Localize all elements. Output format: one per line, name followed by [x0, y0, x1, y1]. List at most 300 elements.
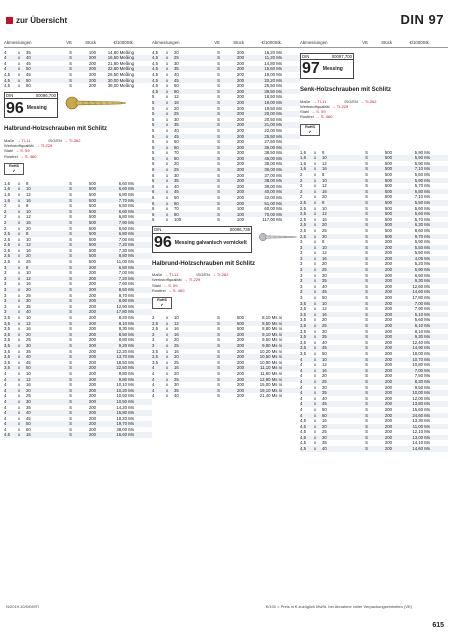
- cell-part: 4: [4, 376, 7, 382]
- cell-price: 11,00 Ms: [116, 259, 134, 265]
- cell-ve: S: [217, 66, 220, 72]
- cell-stueck: 200: [88, 303, 96, 309]
- header-ve: VE: [66, 40, 72, 45]
- cell-part: 4: [4, 66, 7, 72]
- cell-stueck: 200: [384, 440, 392, 446]
- cell-ve: S: [365, 250, 368, 256]
- cell-price: 51,00 Ms: [264, 200, 282, 206]
- cell-part: 60: [26, 83, 31, 89]
- cell-part: x: [166, 387, 169, 393]
- cell-part: 3: [300, 289, 303, 295]
- spec-link-row: [4, 154, 152, 159]
- cell-stueck: 200: [384, 317, 392, 323]
- cell-part: x: [18, 49, 21, 55]
- cell-stueck: 200: [88, 337, 96, 343]
- cell-ve: S: [365, 328, 368, 334]
- product-box[interactable]: [4, 92, 58, 119]
- cell-part: x: [314, 440, 317, 446]
- cell-part: 4,5: [300, 446, 306, 452]
- cell-part: 45: [322, 345, 327, 351]
- cell-stueck: 200: [88, 77, 96, 83]
- cell-stueck: 200: [88, 60, 96, 66]
- cell-part: x: [314, 446, 317, 452]
- cell-part: x: [314, 356, 317, 362]
- cell-part: x: [18, 214, 21, 220]
- cell-part: 12: [174, 320, 179, 326]
- cell-part: x: [166, 49, 169, 55]
- spec-link[interactable]: → TI-229: [331, 103, 349, 109]
- cell-part: 10: [174, 315, 179, 320]
- cell-part: 2,5: [300, 205, 306, 211]
- cell-part: 2: [300, 183, 303, 189]
- cell-stueck: 200: [384, 418, 392, 424]
- cell-price: 18,00 Ms: [412, 350, 430, 356]
- cell-part: 10: [26, 370, 31, 376]
- cell-part: x: [314, 373, 317, 379]
- cell-part: 20: [322, 222, 327, 228]
- cell-part: 5: [152, 144, 155, 150]
- cell-part: 3,5: [300, 323, 306, 328]
- cell-part: 45: [174, 189, 179, 195]
- cell-price: 7,90 Ms: [414, 306, 430, 312]
- cell-ve: S: [365, 166, 368, 172]
- cell-ve: S: [365, 155, 368, 161]
- cell-part: 3: [300, 272, 303, 278]
- cell-part: x: [314, 384, 317, 390]
- spec-link[interactable]: → TI-229: [183, 277, 201, 283]
- cell-part: 4: [4, 60, 7, 66]
- cell-part: 2: [4, 219, 7, 225]
- cell-part: x: [18, 387, 21, 393]
- cell-part: x: [18, 376, 21, 382]
- cell-part: 2,5: [4, 259, 10, 265]
- cell-stueck: 200: [384, 239, 392, 245]
- cell-price: 9,20 Ms: [118, 342, 134, 348]
- cell-part: x: [166, 55, 169, 61]
- cell-price: 5,70 Ms: [414, 216, 430, 222]
- spec-link[interactable]: → S. 59: [15, 148, 30, 154]
- cell-price: 6,30 Ms: [414, 222, 430, 228]
- cell-part: x: [314, 267, 317, 273]
- table-row[interactable]: [152, 217, 300, 223]
- cell-stueck: 500: [384, 211, 392, 217]
- cell-price: 18,20 Ms: [116, 415, 134, 421]
- cell-price: 14,20 Ms: [116, 404, 134, 410]
- cell-stueck: 200: [88, 365, 96, 371]
- spec-link[interactable]: → S. 460: [315, 114, 333, 120]
- cell-part: 3,5: [300, 339, 306, 345]
- column-3: [300, 40, 448, 452]
- cell-part: 2: [4, 208, 7, 214]
- cell-stueck: 500: [88, 203, 96, 209]
- cell-part: 10: [26, 208, 31, 214]
- spec-link[interactable]: → TI-11: [16, 137, 31, 143]
- cell-part: 25: [322, 267, 327, 273]
- spec-link[interactable]: → S. 59: [163, 282, 178, 288]
- table-body: [152, 50, 300, 223]
- cell-price: 25,50 Ms: [264, 133, 282, 139]
- cell-part: 2: [4, 203, 7, 209]
- cell-ve: S: [217, 376, 220, 382]
- cell-price: 19,70 Ms: [116, 421, 134, 427]
- cell-price: 10,50 Ms ni: [259, 354, 282, 360]
- cell-ve: S: [365, 267, 368, 273]
- cell-price: 9,80 Ms ni: [262, 342, 282, 348]
- cell-stueck: 200: [384, 446, 392, 452]
- cell-part: 3,5: [4, 359, 10, 365]
- cell-stueck: 200: [384, 283, 392, 289]
- cell-price: 60,00 Ms: [264, 206, 282, 212]
- cell-ve: S: [217, 195, 220, 201]
- cell-part: 3: [300, 283, 303, 289]
- cell-part: 6: [152, 211, 155, 217]
- cell-stueck: 200: [88, 292, 96, 298]
- table-row[interactable]: [4, 83, 152, 89]
- cell-part: 30: [322, 272, 327, 278]
- cell-price: 9,70 Ms: [414, 233, 430, 239]
- cell-part: 25: [174, 55, 179, 61]
- cell-stueck: 200: [88, 410, 96, 416]
- table-row[interactable]: [300, 446, 448, 452]
- cell-stueck: 200: [236, 116, 244, 122]
- cell-part: 5: [152, 99, 155, 105]
- cell-ve: S: [365, 356, 368, 362]
- table-body: [4, 50, 152, 89]
- cell-part: 40: [322, 395, 327, 401]
- cell-price: 39,50 Ms: [264, 88, 282, 94]
- cell-stueck: 200: [384, 423, 392, 429]
- cell-part: 20: [322, 194, 327, 200]
- cell-ve: S: [365, 378, 368, 384]
- cell-part: 10: [26, 270, 31, 276]
- cell-ve: S: [69, 348, 72, 354]
- table-row[interactable]: [4, 432, 152, 438]
- cell-price: 6,60 Ms: [118, 186, 134, 192]
- cell-part: 70: [174, 150, 179, 156]
- cell-price: 5,90 Ms: [414, 267, 430, 273]
- cell-ve: S: [217, 183, 220, 189]
- cell-ve: S: [69, 303, 72, 309]
- cell-price: 21,00 Ms: [264, 122, 282, 128]
- cell-price: 6,50 Ms: [118, 203, 134, 209]
- cell-part: 3: [300, 261, 303, 267]
- cell-price: 22,80 Meßing: [107, 66, 134, 72]
- cell-part: x: [18, 219, 21, 225]
- cell-stueck: 100: [88, 49, 96, 55]
- cell-part: x: [18, 331, 21, 337]
- cell-ve: S: [69, 71, 72, 77]
- cell-part: 2: [4, 214, 7, 220]
- cell-price: 38,00 Meßing: [107, 83, 134, 89]
- cell-part: 50: [26, 66, 31, 72]
- cell-stueck: 200: [384, 272, 392, 278]
- check-icon: ✔: [12, 168, 16, 173]
- cell-part: 45: [26, 60, 31, 66]
- cell-ve: S: [217, 172, 220, 178]
- cell-part: 16: [174, 331, 179, 337]
- cell-ve: S: [365, 367, 368, 373]
- cell-stueck: 200: [236, 127, 244, 133]
- cell-stueck: 500: [236, 315, 244, 320]
- cell-part: x: [166, 195, 169, 201]
- cell-ve: S: [69, 370, 72, 376]
- cell-price: 9,80 Ms: [118, 376, 134, 382]
- cell-stueck: 500: [384, 222, 392, 228]
- cell-part: x: [314, 211, 317, 217]
- cell-part: 4: [300, 362, 303, 368]
- material-name: Messing: [322, 66, 343, 73]
- cell-stueck: 200: [236, 71, 244, 77]
- spec-key: Maße: [4, 137, 15, 143]
- cell-part: 25: [26, 292, 31, 298]
- cell-ve: S: [217, 55, 220, 61]
- spec-link[interactable]: → TI-11: [164, 272, 179, 278]
- din-label: DIN: [6, 92, 14, 98]
- cell-price: 19,00 Ms: [264, 99, 282, 105]
- spec-link[interactable]: → TI-262: [359, 98, 377, 104]
- product-box[interactable]: [152, 226, 252, 253]
- cell-stueck: 200: [236, 348, 244, 354]
- cell-price: 5,60 Ms: [414, 317, 430, 323]
- cell-part: 4: [300, 378, 303, 384]
- cell-stueck: 200: [384, 356, 392, 362]
- cell-part: 50: [322, 406, 327, 412]
- cell-price: 11,20 Ms: [264, 55, 282, 61]
- cell-part: x: [314, 401, 317, 407]
- cell-part: 60: [174, 88, 179, 94]
- cell-part: 6: [152, 183, 155, 189]
- cell-stueck: 200: [88, 287, 96, 293]
- cell-ve: S: [69, 236, 72, 242]
- cell-part: 12: [26, 376, 31, 382]
- cell-part: 1,6: [300, 155, 306, 161]
- cell-part: x: [166, 354, 169, 360]
- cell-part: 3: [4, 298, 7, 304]
- cell-part: 4: [4, 370, 7, 376]
- cell-part: 40: [322, 339, 327, 345]
- cell-part: x: [314, 350, 317, 356]
- cell-part: 5: [152, 133, 155, 139]
- cell-stueck: 200: [384, 434, 392, 440]
- cell-ve: S: [217, 71, 220, 77]
- cell-stueck: 200: [384, 390, 392, 396]
- cell-part: 4,5: [300, 423, 306, 429]
- cell-stueck: 500: [88, 242, 96, 248]
- cell-ve: S: [365, 345, 368, 351]
- cell-stueck: 200: [236, 354, 244, 360]
- cell-price: 13,70 Ms: [116, 354, 134, 360]
- cell-ve: S: [217, 365, 220, 371]
- spec-link[interactable]: → TI-262: [63, 137, 81, 143]
- cell-stueck: 500: [88, 186, 96, 192]
- cell-ve: S: [69, 326, 72, 332]
- cell-price: 13,30 Ms: [412, 418, 430, 424]
- cell-stueck: 200: [384, 362, 392, 368]
- cell-part: 4: [300, 390, 303, 396]
- cell-stueck: 200: [236, 60, 244, 66]
- cell-price: 16,20 Ms: [264, 49, 282, 55]
- cell-price: 5,50 Ms: [414, 250, 430, 256]
- cell-ve: S: [365, 446, 368, 452]
- cell-part: x: [166, 105, 169, 111]
- screw-illustration-icon: [258, 227, 298, 247]
- cell-part: x: [314, 205, 317, 211]
- cell-price: 42,00 Ms: [264, 195, 282, 201]
- cell-part: 60: [26, 426, 31, 432]
- cell-part: x: [314, 216, 317, 222]
- cell-price: 9,50 Ms: [414, 384, 430, 390]
- cell-ve: S: [365, 239, 368, 245]
- cell-price: 39,00 Ms: [264, 183, 282, 189]
- cell-dims: [4, 83, 60, 89]
- cell-stueck: 200: [384, 311, 392, 317]
- cell-price: 10,00 Ms: [412, 390, 430, 396]
- section-title: Halbrund-Holzschrauben mit Schlitz: [4, 126, 108, 133]
- product-box[interactable]: [300, 53, 354, 80]
- cell-ve: S: [69, 432, 72, 438]
- cell-price: 8,10 Ms: [414, 328, 430, 334]
- cell-part: 20: [322, 261, 327, 267]
- cell-part: 4,5: [152, 83, 158, 89]
- cell-ve: S: [69, 421, 72, 427]
- cell-part: 3: [4, 270, 7, 276]
- cell-price: 8,80 Ms: [118, 337, 134, 343]
- cell-part: 3,5: [152, 348, 158, 354]
- cell-ve: S: [217, 326, 220, 332]
- cell-stueck: 200: [384, 250, 392, 256]
- cell-part: 45: [322, 289, 327, 295]
- cell-part: x: [18, 426, 21, 432]
- cell-part: 10: [26, 236, 31, 242]
- cell-price: 9,10 Ms ni: [262, 331, 282, 337]
- cell-ve: S: [69, 208, 72, 214]
- cell-part: 45: [174, 77, 179, 83]
- cell-part: x: [18, 247, 21, 253]
- cell-stueck: 200: [88, 421, 96, 427]
- cell-dims: [300, 446, 356, 452]
- cell-part: 30: [174, 382, 179, 388]
- spec-link[interactable]: → TI-11: [312, 98, 327, 104]
- cell-part: 16: [322, 418, 327, 424]
- cell-price: 11,60 Ms ni: [260, 370, 282, 376]
- cell-part: 16: [174, 348, 179, 354]
- spec-link[interactable]: → S. 460: [167, 287, 185, 293]
- cell-part: x: [166, 206, 169, 212]
- cell-stueck: 200: [88, 342, 96, 348]
- cell-stueck: 200: [88, 83, 96, 89]
- cell-price: 18,50 Ms: [116, 359, 134, 365]
- cell-part: 5: [152, 155, 155, 161]
- header-ve: VE: [214, 40, 220, 45]
- cell-part: x: [166, 99, 169, 105]
- spec-link[interactable]: → S. 460: [19, 153, 37, 159]
- cell-part: 4: [300, 395, 303, 401]
- cell-stueck: 500: [384, 166, 392, 172]
- cell-part: 4: [300, 367, 303, 373]
- cell-price: 12,60 Ms: [412, 283, 430, 289]
- cell-price: 12,10 Ms: [412, 429, 430, 435]
- cell-part: x: [314, 390, 317, 396]
- spec-key: Werkstoffqualität: [4, 143, 34, 149]
- cell-part: 16: [26, 219, 31, 225]
- cell-price: 14,60 Ms: [412, 446, 430, 452]
- table-row[interactable]: [152, 393, 300, 399]
- cell-stueck: 200: [384, 323, 392, 328]
- cell-price: 7,20 Ms: [118, 242, 134, 248]
- check-icon: ✔: [308, 129, 312, 134]
- cell-price: 12,40 Ms: [412, 339, 430, 345]
- spec-key: Stahl: [300, 109, 310, 115]
- cell-ve: S: [217, 60, 220, 66]
- cell-part: x: [314, 199, 317, 205]
- cell-part: x: [314, 367, 317, 373]
- cell-part: x: [18, 320, 21, 326]
- cell-part: x: [18, 432, 21, 438]
- cell-ve: S: [365, 429, 368, 435]
- product-block: [152, 223, 300, 256]
- back-to-overview-link[interactable]: [6, 16, 67, 25]
- spec-key: ISO/EN: [48, 137, 62, 143]
- cell-ve: S: [69, 376, 72, 382]
- cell-part: 4: [4, 387, 7, 393]
- cell-part: 2,5: [4, 253, 10, 259]
- spec-link[interactable]: → TI-262: [211, 272, 229, 278]
- cell-part: 45: [26, 71, 31, 77]
- table-body: [4, 181, 152, 438]
- cell-part: 40: [26, 410, 31, 416]
- spec-links: [4, 138, 152, 159]
- cell-ve: S: [217, 99, 220, 105]
- cell-price: 117,00 Ms: [262, 217, 282, 223]
- cell-price: 5,60 Ms: [414, 211, 430, 217]
- cell-stueck: 500: [384, 155, 392, 161]
- section-title: Senk-Holzschrauben mit Schlitz: [300, 87, 392, 94]
- cell-part: x: [18, 348, 21, 354]
- cell-price: 19,00 Ms: [264, 71, 282, 77]
- din-label: DIN: [154, 227, 162, 232]
- cell-price: 22,00 Ms: [264, 127, 282, 133]
- cell-ve: S: [217, 354, 220, 360]
- spec-key: Maße: [152, 272, 163, 278]
- cell-part: x: [314, 160, 317, 166]
- cell-price: 7,00 Ms: [118, 270, 134, 276]
- cell-stueck: 200: [88, 55, 96, 61]
- cell-stueck: 500: [384, 205, 392, 211]
- cell-ve: S: [217, 320, 220, 326]
- spec-link[interactable]: → TI-229: [35, 143, 53, 149]
- din-number: 97: [302, 60, 320, 78]
- cell-part: 5: [152, 122, 155, 128]
- cell-dims: [152, 393, 208, 399]
- cell-part: x: [314, 328, 317, 334]
- page-title: DIN 97: [400, 12, 444, 27]
- cell-part: x: [18, 275, 21, 281]
- cell-part: 3: [4, 264, 7, 270]
- header-stueck: Stück: [233, 40, 244, 45]
- cell-part: 6: [152, 189, 155, 195]
- header-dims: Abmessungen: [300, 40, 328, 45]
- cell-part: 6: [152, 195, 155, 201]
- spec-link[interactable]: → S. 59: [311, 109, 326, 115]
- cell-part: 3,5: [4, 337, 10, 343]
- cell-price: 6,10 Ms: [414, 323, 430, 328]
- product-block: [4, 89, 152, 122]
- cell-ve: S: [69, 337, 72, 343]
- cell-stueck: 200: [236, 144, 244, 150]
- cell-stueck: 200: [384, 401, 392, 407]
- cell-price: 9,80 Ms: [118, 370, 134, 376]
- cell-part: x: [166, 211, 169, 217]
